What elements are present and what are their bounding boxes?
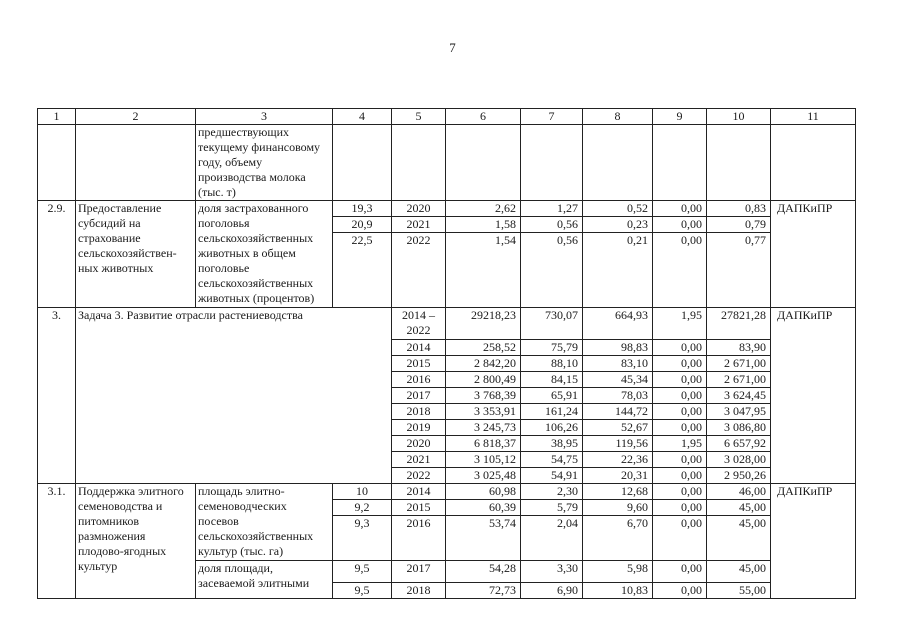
federal-cell: 2,04: [521, 516, 583, 561]
regional-cell: 98,83: [583, 340, 653, 356]
federal-cell: 38,95: [521, 436, 583, 452]
row-number: 3.1.: [38, 484, 76, 599]
col-number: 1: [38, 109, 76, 125]
row-number: 3.: [38, 308, 76, 484]
year-cell: 2021: [392, 217, 446, 233]
table-row: [38, 484, 856, 500]
total-cell: 1,58: [446, 217, 521, 233]
year-cell: 2015: [392, 356, 446, 372]
cell-empty: [333, 125, 392, 201]
regional-cell: 0,23: [583, 217, 653, 233]
federal-cell: 730,07: [521, 308, 583, 340]
municipal-cell: 1,95: [653, 436, 707, 452]
municipal-cell: 0,00: [653, 372, 707, 388]
extrabudget-cell: 55,00: [707, 583, 771, 599]
regional-cell: 0,52: [583, 201, 653, 217]
total-cell: 3 768,39: [446, 388, 521, 404]
year-cell: 2022: [392, 233, 446, 308]
extrabudget-cell: 3 624,45: [707, 388, 771, 404]
extrabudget-cell: 46,00: [707, 484, 771, 500]
extrabudget-cell: 6 657,92: [707, 436, 771, 452]
cell-empty: [76, 125, 196, 201]
municipal-cell: 0,00: [653, 500, 707, 516]
total-cell: 6 818,37: [446, 436, 521, 452]
municipal-cell: 0,00: [653, 516, 707, 561]
federal-cell: 0,56: [521, 233, 583, 308]
year-cell: 2014: [392, 484, 446, 500]
target-value: 9,3: [333, 516, 392, 561]
municipal-cell: 0,00: [653, 468, 707, 484]
target-value: 9,5: [333, 561, 392, 583]
executor-cell: ДАПКиПР: [771, 484, 856, 599]
extrabudget-cell: 45,00: [707, 516, 771, 561]
municipal-cell: 1,95: [653, 308, 707, 340]
regional-cell: 83,10: [583, 356, 653, 372]
total-cell: 29218,23: [446, 308, 521, 340]
col-number: 6: [446, 109, 521, 125]
federal-cell: 54,91: [521, 468, 583, 484]
col-number: 9: [653, 109, 707, 125]
extrabudget-cell: 3 086,80: [707, 420, 771, 436]
municipal-cell: 0,00: [653, 452, 707, 468]
year-cell: 2020: [392, 201, 446, 217]
federal-cell: 2,30: [521, 484, 583, 500]
col-number: 2: [76, 109, 196, 125]
total-cell: 72,73: [446, 583, 521, 599]
regional-cell: 78,03: [583, 388, 653, 404]
regional-cell: 45,34: [583, 372, 653, 388]
regional-cell: 22,36: [583, 452, 653, 468]
municipal-cell: 0,00: [653, 233, 707, 308]
year-cell: 2022: [392, 468, 446, 484]
target-value: 9,5: [333, 583, 392, 599]
page-number: 7: [449, 40, 456, 55]
executor-cell: ДАПКиПР: [771, 308, 856, 484]
extrabudget-cell: 83,90: [707, 340, 771, 356]
target-value: 10: [333, 484, 392, 500]
task-title: Задача 3. Развитие отрасли растениеводства: [76, 308, 392, 484]
total-cell: 60,98: [446, 484, 521, 500]
year-cell: 2018: [392, 583, 446, 599]
total-cell: 2 800,49: [446, 372, 521, 388]
year-cell: 2018: [392, 404, 446, 420]
target-value: 19,3: [333, 201, 392, 217]
target-value: 22,5: [333, 233, 392, 308]
col-number: 7: [521, 109, 583, 125]
year-cell: 2020: [392, 436, 446, 452]
extrabudget-cell: 0,79: [707, 217, 771, 233]
federal-cell: 54,75: [521, 452, 583, 468]
executor-cell: ДАПКиПР: [771, 201, 856, 308]
regional-cell: 20,31: [583, 468, 653, 484]
total-cell: 53,74: [446, 516, 521, 561]
extrabudget-cell: 45,00: [707, 500, 771, 516]
indicator-name: доля площади, засеваемой элитными: [196, 561, 333, 599]
column-number-row: [38, 109, 856, 125]
total-cell: 258,52: [446, 340, 521, 356]
extrabudget-cell: 2 671,00: [707, 356, 771, 372]
period-cell: 2014 – 2022: [392, 308, 446, 340]
federal-cell: 65,91: [521, 388, 583, 404]
year-cell: 2021: [392, 452, 446, 468]
extrabudget-cell: 0,77: [707, 233, 771, 308]
measure-name: Предоставление субсидий на страхование сельскохозяйствен-ных животных: [76, 201, 196, 308]
total-cell: 2,62: [446, 201, 521, 217]
regional-cell: 52,67: [583, 420, 653, 436]
regional-cell: 10,83: [583, 583, 653, 599]
col-number: 11: [771, 109, 856, 125]
col-number: 4: [333, 109, 392, 125]
regional-cell: 9,60: [583, 500, 653, 516]
target-value: 9,2: [333, 500, 392, 516]
extrabudget-cell: 2 671,00: [707, 372, 771, 388]
municipal-cell: 0,00: [653, 217, 707, 233]
year-cell: 2016: [392, 372, 446, 388]
regional-cell: 144,72: [583, 404, 653, 420]
municipal-cell: 0,00: [653, 356, 707, 372]
table-row: [38, 125, 856, 201]
col-number: 8: [583, 109, 653, 125]
cell-empty: [653, 125, 707, 201]
total-cell: 3 353,91: [446, 404, 521, 420]
total-cell: 1,54: [446, 233, 521, 308]
year-cell: 2016: [392, 516, 446, 561]
federal-cell: 0,56: [521, 217, 583, 233]
cell-empty: [392, 125, 446, 201]
program-table: [37, 108, 856, 599]
federal-cell: 161,24: [521, 404, 583, 420]
federal-cell: 6,90: [521, 583, 583, 599]
municipal-cell: 0,00: [653, 340, 707, 356]
municipal-cell: 0,00: [653, 388, 707, 404]
regional-cell: 6,70: [583, 516, 653, 561]
extrabudget-cell: 45,00: [707, 561, 771, 583]
regional-cell: 664,93: [583, 308, 653, 340]
municipal-cell: 0,00: [653, 484, 707, 500]
federal-cell: 1,27: [521, 201, 583, 217]
extrabudget-cell: 27821,28: [707, 308, 771, 340]
municipal-cell: 0,00: [653, 420, 707, 436]
municipal-cell: 0,00: [653, 201, 707, 217]
row-number: 2.9.: [38, 201, 76, 308]
year-cell: 2019: [392, 420, 446, 436]
extrabudget-cell: 3 047,95: [707, 404, 771, 420]
regional-cell: 5,98: [583, 561, 653, 583]
total-cell: 3 025,48: [446, 468, 521, 484]
regional-cell: 119,56: [583, 436, 653, 452]
total-cell: 60,39: [446, 500, 521, 516]
extrabudget-cell: 0,83: [707, 201, 771, 217]
indicator-name: доля застрахованного поголовья сельскохозяйственных животных в общем поголовье сельскохозяйственных животных (процентов): [196, 201, 333, 308]
target-value: 20,9: [333, 217, 392, 233]
year-cell: 2014: [392, 340, 446, 356]
extrabudget-cell: 2 950,26: [707, 468, 771, 484]
col-number: 10: [707, 109, 771, 125]
cell-empty: [771, 125, 856, 201]
table-row: [38, 308, 856, 340]
year-cell: 2015: [392, 500, 446, 516]
cell-empty: [583, 125, 653, 201]
federal-cell: 106,26: [521, 420, 583, 436]
indicator-continuation: предшествующих текущему финансовому году, объему производства молока (тыс. т): [196, 125, 333, 201]
cell-empty: [521, 125, 583, 201]
extrabudget-cell: 3 028,00: [707, 452, 771, 468]
cell-empty: [446, 125, 521, 201]
municipal-cell: 0,00: [653, 561, 707, 583]
col-number: 5: [392, 109, 446, 125]
federal-cell: 75,79: [521, 340, 583, 356]
regional-cell: 0,21: [583, 233, 653, 308]
municipal-cell: 0,00: [653, 583, 707, 599]
cell-empty: [707, 125, 771, 201]
year-cell: 2017: [392, 561, 446, 583]
col-number: 3: [196, 109, 333, 125]
table-row: [38, 201, 856, 217]
federal-cell: 3,30: [521, 561, 583, 583]
indicator-name: площадь элитно-семеноводческих посевов сельскохозяйственных культур (тыс. га): [196, 484, 333, 561]
federal-cell: 84,15: [521, 372, 583, 388]
total-cell: 54,28: [446, 561, 521, 583]
federal-cell: 88,10: [521, 356, 583, 372]
municipal-cell: 0,00: [653, 404, 707, 420]
total-cell: 3 245,73: [446, 420, 521, 436]
year-cell: 2017: [392, 388, 446, 404]
measure-name: Поддержка элитного семеноводства и питомников размножения плодово-ягодных культур: [76, 484, 196, 599]
cell-empty: [38, 125, 76, 201]
total-cell: 3 105,12: [446, 452, 521, 468]
regional-cell: 12,68: [583, 484, 653, 500]
total-cell: 2 842,20: [446, 356, 521, 372]
federal-cell: 5,79: [521, 500, 583, 516]
